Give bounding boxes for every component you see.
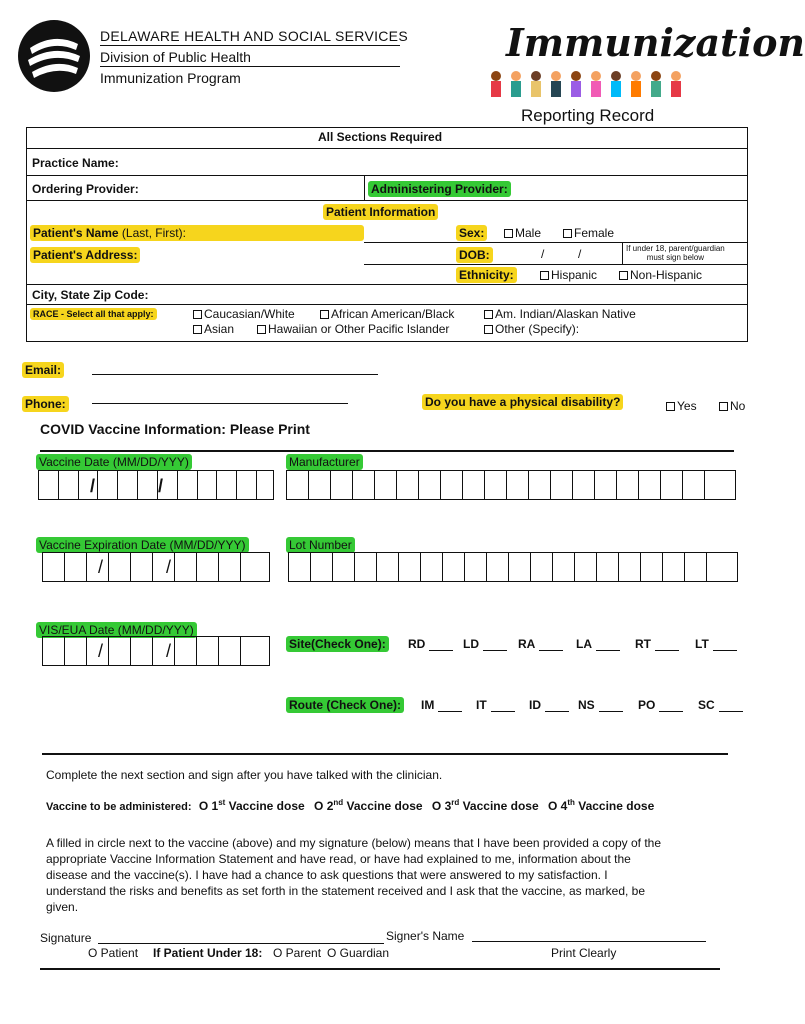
dob-slash-2: / bbox=[578, 247, 582, 261]
signers-name-label: Signer's Name bbox=[386, 929, 465, 943]
route-po[interactable] bbox=[638, 698, 683, 712]
immunization-title: Immunization bbox=[506, 20, 805, 65]
expiration-date-slash-2: / bbox=[166, 557, 172, 577]
vaccine-date-label: Vaccine Date (MM/DD/YYY) bbox=[36, 454, 192, 470]
route-it-label: IT bbox=[476, 698, 487, 712]
expiration-date-slash-1: / bbox=[98, 557, 104, 577]
female-label: Female bbox=[574, 226, 615, 240]
site-rd[interactable] bbox=[408, 637, 453, 651]
dose-1-a: O 1 bbox=[198, 799, 219, 813]
male-checkbox[interactable] bbox=[504, 229, 513, 238]
dose-4-b: Vaccine dose bbox=[574, 799, 655, 813]
if-under-18-label: If Patient Under 18: bbox=[153, 946, 263, 960]
vaccine-date-slash-1: / bbox=[90, 476, 96, 496]
route-im-label: IM bbox=[421, 698, 435, 712]
guardian-option[interactable]: O Guardian bbox=[327, 946, 390, 960]
site-lt[interactable] bbox=[695, 637, 737, 651]
patient-option[interactable]: O Patient bbox=[88, 946, 139, 960]
dob-divider bbox=[622, 242, 623, 264]
manufacturer-boxes[interactable] bbox=[286, 470, 736, 500]
patient-name-hint: (Last, First): bbox=[121, 226, 186, 240]
dose-2-a: O 2 bbox=[314, 799, 334, 813]
program-name: Immunization Program bbox=[100, 70, 241, 86]
phone-input-line[interactable] bbox=[92, 403, 348, 404]
site-lt-label: LT bbox=[695, 637, 709, 651]
disability-question: Do you have a physical disability? bbox=[422, 394, 623, 410]
site-la-label: LA bbox=[576, 637, 592, 651]
site-ld[interactable] bbox=[463, 637, 507, 651]
form-rule bbox=[27, 304, 747, 305]
site-rd-label: RD bbox=[408, 637, 426, 651]
disability-no-checkbox[interactable] bbox=[719, 402, 728, 411]
vis-date-slash-2: / bbox=[166, 641, 172, 661]
route-po-label: PO bbox=[638, 698, 656, 712]
blank-line[interactable] bbox=[659, 700, 683, 712]
dose-3-a: O 3 bbox=[431, 799, 452, 813]
sex-female-option[interactable] bbox=[563, 226, 614, 240]
division-name: Division of Public Health bbox=[100, 49, 251, 65]
race-other-checkbox[interactable] bbox=[484, 325, 493, 334]
under18-note-line2: must sign below bbox=[646, 253, 705, 262]
dob-slash-1: / bbox=[541, 247, 545, 261]
site-options bbox=[408, 637, 748, 655]
patient-address-label: Patient's Address: bbox=[30, 247, 140, 263]
parent-option[interactable]: O Parent bbox=[273, 946, 322, 960]
disability-no-option[interactable] bbox=[719, 399, 745, 413]
consent-line-4: understand the risks and benefits as set forth in the statement received and I ask that the vaccine, as marked, be bbox=[46, 884, 646, 898]
city-state-zip-label: City, State Zip Code: bbox=[32, 288, 149, 302]
form-rule bbox=[27, 148, 747, 149]
provider-divider bbox=[364, 176, 365, 200]
form-rule bbox=[364, 242, 747, 243]
vis-eua-date-boxes[interactable] bbox=[42, 636, 270, 666]
race-pacific-checkbox[interactable] bbox=[257, 325, 266, 334]
sex-label: Sex: bbox=[456, 225, 487, 241]
male-label: Male bbox=[515, 226, 542, 240]
dose-3-b: Vaccine dose bbox=[459, 799, 539, 813]
manufacturer-label: Manufacturer bbox=[286, 454, 363, 470]
race-asian-checkbox[interactable] bbox=[193, 325, 202, 334]
signature-line[interactable] bbox=[98, 943, 384, 944]
consent-line-3: disease and the vaccine(s). I have had a chance to ask questions that were answered to my satisfaction. I bbox=[46, 868, 608, 882]
dhss-logo bbox=[16, 18, 92, 94]
site-label: Site(Check One): bbox=[286, 636, 389, 652]
under18-note-line1: If under 18, parent/guardian bbox=[626, 244, 725, 253]
vis-eua-date-label: VIS/EUA Date (MM/DD/YYY) bbox=[36, 622, 197, 638]
race-indian-label: Am. Indian/Alaskan Native bbox=[495, 307, 636, 321]
reporting-record-subtitle: Reporting Record bbox=[521, 106, 655, 125]
non-hispanic-label: Non-Hispanic bbox=[630, 268, 703, 282]
blank-line[interactable] bbox=[596, 639, 620, 651]
hispanic-option[interactable] bbox=[540, 268, 597, 282]
expiration-date-boxes[interactable] bbox=[42, 552, 270, 582]
patient-name-text: Patient's Name bbox=[33, 226, 119, 240]
under18-note bbox=[626, 244, 725, 262]
section-divider bbox=[42, 753, 728, 755]
route-sc-label: SC bbox=[698, 698, 715, 712]
vaccine-date-boxes[interactable] bbox=[38, 470, 274, 500]
signature-label: Signature bbox=[40, 931, 92, 945]
route-it[interactable] bbox=[476, 698, 515, 712]
race-indian-option[interactable] bbox=[484, 307, 636, 321]
route-ns[interactable] bbox=[578, 698, 623, 712]
hispanic-label: Hispanic bbox=[551, 268, 598, 282]
blank-line[interactable] bbox=[545, 700, 569, 712]
site-rt-label: RT bbox=[635, 637, 651, 651]
race-black-label: African American/Black bbox=[331, 307, 455, 321]
form-rule bbox=[364, 264, 747, 265]
route-id[interactable] bbox=[529, 698, 569, 712]
race-indian-checkbox[interactable] bbox=[484, 310, 493, 319]
email-label: Email: bbox=[22, 362, 64, 378]
email-input-line[interactable] bbox=[92, 374, 378, 375]
dose-1-sup: st bbox=[218, 798, 226, 807]
signers-name-line[interactable] bbox=[472, 941, 706, 942]
administering-provider-label: Administering Provider: bbox=[368, 181, 511, 197]
dose-2-sup: nd bbox=[333, 798, 344, 807]
dose-4-a: O 4 bbox=[547, 799, 568, 813]
vaccine-admin-label: Vaccine to be administered: bbox=[46, 801, 192, 813]
consent-paragraph bbox=[46, 835, 661, 915]
disability-yes-checkbox[interactable] bbox=[666, 402, 675, 411]
patient-name-label bbox=[30, 225, 364, 241]
blank-line[interactable] bbox=[599, 700, 623, 712]
dose-3-sup: rd bbox=[451, 798, 460, 807]
consent-line-1: A filled in circle next to the vaccine (above) and my signature (below) means that I have been provided a copy of the bbox=[46, 836, 662, 850]
header-rule-2 bbox=[100, 66, 400, 67]
race-other-option[interactable] bbox=[484, 322, 579, 336]
route-label: Route (Check One): bbox=[286, 697, 404, 713]
practice-name-label: Practice Name: bbox=[32, 156, 119, 170]
race-white-label: Caucasian/White bbox=[204, 307, 295, 321]
ethnicity-label: Ethnicity: bbox=[456, 267, 517, 283]
blank-line[interactable] bbox=[539, 639, 563, 651]
blank-line[interactable] bbox=[491, 700, 515, 712]
sex-male-option[interactable] bbox=[504, 226, 541, 240]
all-sections-required: All Sections Required bbox=[318, 130, 443, 144]
consent-line-5: given. bbox=[46, 900, 79, 914]
site-rt[interactable] bbox=[635, 637, 679, 651]
dose-1-b: Vaccine dose bbox=[225, 799, 305, 813]
covid-heading: COVID Vaccine Information: Please Print bbox=[40, 421, 310, 437]
dose-2-option[interactable] bbox=[314, 799, 423, 813]
patient-information-heading: Patient Information bbox=[323, 204, 438, 220]
vis-date-slash-1: / bbox=[98, 641, 104, 661]
blank-line[interactable] bbox=[429, 639, 453, 651]
print-clearly-label: Print Clearly bbox=[551, 946, 617, 960]
race-other-label: Other (Specify): bbox=[495, 322, 580, 336]
children-illustration bbox=[486, 68, 686, 104]
route-im[interactable] bbox=[421, 698, 462, 712]
ordering-provider-label: Ordering Provider: bbox=[32, 182, 139, 196]
race-asian-label: Asian bbox=[204, 322, 235, 336]
form-rule bbox=[27, 175, 747, 176]
race-pacific-label: Hawaiian or Other Pacific Islander bbox=[268, 322, 450, 336]
dose-2-b: Vaccine dose bbox=[343, 799, 423, 813]
dose-3-option[interactable] bbox=[432, 799, 539, 813]
female-checkbox[interactable] bbox=[563, 229, 572, 238]
race-white-checkbox[interactable] bbox=[193, 310, 202, 319]
site-ra[interactable] bbox=[518, 637, 563, 651]
blank-line[interactable] bbox=[719, 700, 743, 712]
route-options bbox=[421, 698, 751, 716]
vaccine-date-slash-2: / bbox=[158, 476, 164, 496]
lot-number-boxes[interactable] bbox=[288, 552, 738, 582]
race-black-checkbox[interactable] bbox=[320, 310, 329, 319]
hispanic-checkbox[interactable] bbox=[540, 271, 549, 280]
expiration-date-label: Vaccine Expiration Date (MM/DD/YYY) bbox=[36, 537, 249, 553]
site-ld-label: LD bbox=[463, 637, 479, 651]
phone-label: Phone: bbox=[22, 396, 69, 412]
race-label: RACE - Select all that apply: bbox=[30, 308, 157, 320]
route-id-label: ID bbox=[529, 698, 541, 712]
site-la[interactable] bbox=[576, 637, 620, 651]
non-hispanic-option[interactable] bbox=[619, 268, 702, 282]
race-black-option[interactable] bbox=[320, 307, 454, 321]
header-rule bbox=[100, 45, 400, 46]
covid-rule bbox=[40, 450, 734, 452]
race-asian-option[interactable] bbox=[193, 322, 234, 336]
vaccine-admin-row bbox=[46, 798, 654, 813]
dose-1-option[interactable] bbox=[199, 799, 305, 813]
form-rule bbox=[27, 284, 747, 285]
disability-yes-label: Yes bbox=[677, 399, 697, 413]
dose-4-option[interactable] bbox=[548, 799, 654, 813]
race-white-option[interactable] bbox=[193, 307, 295, 321]
blank-line[interactable] bbox=[438, 700, 462, 712]
blank-line[interactable] bbox=[713, 639, 737, 651]
footer-rule bbox=[40, 968, 720, 970]
non-hispanic-checkbox[interactable] bbox=[619, 271, 628, 280]
blank-line[interactable] bbox=[655, 639, 679, 651]
dob-label: DOB: bbox=[456, 247, 493, 263]
lot-number-label: Lot Number bbox=[286, 537, 355, 553]
consent-instruction: Complete the next section and sign after you have talked with the clinician. bbox=[46, 768, 443, 782]
form-rule bbox=[27, 200, 747, 201]
org-name: DELAWARE HEALTH AND SOCIAL SERVICES bbox=[100, 28, 408, 44]
disability-yes-option[interactable] bbox=[666, 399, 697, 413]
route-ns-label: NS bbox=[578, 698, 595, 712]
route-sc[interactable] bbox=[698, 698, 743, 712]
disability-no-label: No bbox=[730, 399, 746, 413]
site-ra-label: RA bbox=[518, 637, 536, 651]
dose-4-sup: th bbox=[567, 798, 575, 807]
blank-line[interactable] bbox=[483, 639, 507, 651]
race-pacific-option[interactable] bbox=[257, 322, 449, 336]
consent-line-2: appropriate Vaccine Information Statement and have read, or have had explained to me, information about the bbox=[46, 852, 631, 866]
